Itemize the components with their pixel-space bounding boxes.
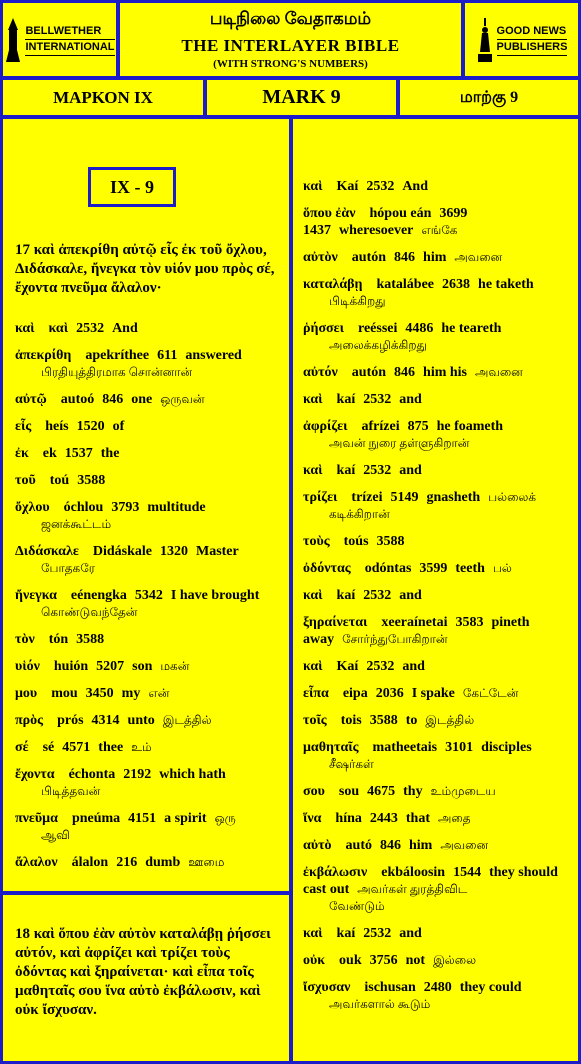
english-gloss: answered: [185, 348, 242, 363]
tamil-gloss-inline: மகன்: [160, 659, 190, 673]
tamil-gloss-inline: அதை: [438, 811, 471, 825]
book-english-title: MARK 9: [207, 80, 396, 115]
transliteration: kaí: [336, 463, 356, 478]
left-panel: [3, 119, 289, 891]
tamil-gloss-inline: ஊமை: [188, 855, 225, 869]
tamil-gloss-inline: உம்: [131, 740, 152, 754]
transliteration: ekbáloosin: [381, 865, 446, 880]
english-gloss: him his: [423, 365, 467, 380]
transliteration: apekríthee: [85, 348, 150, 363]
tamil-gloss-inline: பல்லைக்: [488, 490, 537, 504]
left-word-list: [15, 320, 281, 881]
strongs-number: 4675: [367, 784, 396, 799]
word-entry: [303, 418, 568, 452]
strongs-number: 846: [102, 392, 124, 407]
english-gloss: And: [402, 179, 428, 194]
transliteration: prós: [57, 713, 84, 728]
transliteration: pneúma: [71, 811, 121, 826]
greek-word: σου: [303, 784, 325, 799]
word-entry: [303, 783, 568, 800]
word-entry: [303, 364, 568, 381]
transliteration: tois: [340, 713, 362, 728]
greek-word: ἴσχυσαν: [303, 980, 351, 995]
strongs-number: 4486: [405, 321, 434, 336]
strongs-number: 4571: [62, 740, 91, 755]
greek-word: καὶ: [303, 926, 323, 941]
word-entry: [15, 445, 281, 462]
english-gloss: and: [402, 659, 425, 674]
tamil-gloss: வேண்டும்: [329, 899, 385, 913]
greek-word: τοὺς: [303, 534, 330, 549]
transliteration: toús: [343, 534, 369, 549]
strongs-number: 2480: [423, 980, 452, 995]
strongs-number: 5149: [390, 490, 419, 505]
strongs-number: 611: [157, 348, 178, 363]
transliteration: Kaí: [336, 179, 359, 194]
bell-tower-icon: [4, 18, 22, 62]
strongs-number: 1544: [453, 865, 482, 880]
transliteration: eénengka: [70, 588, 127, 603]
tamil-gloss-inline: அவனை: [454, 250, 503, 264]
greek-word: ἄλαλον: [15, 855, 58, 870]
english-gloss: Master: [195, 544, 239, 559]
tamil-gloss-inline: அவனை: [475, 365, 523, 379]
greek-word: καὶ: [303, 588, 323, 603]
transliteration: kaí: [336, 926, 356, 941]
page-subtitle: (WITH STRONG'S NUMBERS): [213, 58, 368, 70]
word-entry: [303, 864, 568, 915]
word-entry: [303, 658, 568, 675]
word-entry: [15, 854, 281, 871]
strongs-number: 5207: [96, 659, 125, 674]
strongs-number: 875: [407, 419, 429, 434]
english-gloss: teeth: [455, 561, 485, 576]
strongs-number: 3450: [85, 686, 114, 701]
word-entry: [303, 739, 568, 773]
word-entry: [303, 489, 568, 523]
strongs-number: 3599: [419, 561, 448, 576]
transliteration: ischusan: [364, 980, 416, 995]
english-gloss: and: [399, 588, 422, 603]
book-tamil-title: மாற்கு 9: [400, 80, 578, 115]
transliteration: kaí: [336, 588, 356, 603]
word-entry: [303, 560, 568, 577]
english-gloss: a spirit: [164, 811, 207, 826]
transliteration: hína: [335, 811, 362, 826]
english-gloss: the: [100, 446, 120, 461]
greek-word: ἀφρίζει: [303, 419, 348, 434]
transliteration: trízei: [351, 490, 383, 505]
greek-word: υἱόν: [15, 659, 40, 674]
transliteration: sé: [42, 740, 55, 755]
tamil-gloss-inline: பல்: [492, 561, 512, 575]
greek-word: καταλάβῃ: [303, 277, 363, 292]
greek-word: τοῦ: [15, 473, 36, 488]
verse-17-text: 17 καὶ ἀπεκρίθη αὐτῷ εἷς ἐκ τοῦ ὄχλου, Διδάσκαλε, ἤνεγκα τὸν υἱόν μου πρὸς σέ, ἔχοντα πνεῦμα ἄλαλον·: [15, 242, 275, 296]
english-gloss: wheresoever: [339, 223, 414, 238]
english-gloss: to: [405, 713, 418, 728]
tamil-gloss: போதகரே: [41, 561, 95, 575]
english-gloss: dumb: [145, 855, 181, 870]
transliteration: autón: [351, 365, 387, 380]
strongs-number: 1537: [64, 446, 93, 461]
greek-word: μου: [15, 686, 38, 701]
word-entry: [15, 810, 281, 844]
english-gloss: and: [399, 463, 422, 478]
word-entry: [303, 712, 568, 729]
transliteration: katalábee: [376, 277, 435, 292]
greek-word: αὐτὸν: [303, 250, 338, 265]
strongs-number: 3101: [445, 740, 474, 755]
greek-word: αὐτὸ: [303, 838, 332, 853]
greek-word: ὅπου ἐὰν: [303, 206, 356, 221]
tamil-gloss: ஜனக்கூட்டம்: [41, 517, 112, 531]
strongs-number: 1520: [76, 419, 105, 434]
verse-label: IX - 9: [88, 167, 176, 207]
transliteration: sou: [338, 784, 360, 799]
strongs-number: 3583: [455, 615, 484, 630]
word-entry: [15, 499, 281, 533]
transliteration: odóntas: [364, 561, 412, 576]
tamil-gloss: பிரதியுத்திரமாக சொன்னான்: [41, 365, 193, 379]
tamil-gloss-inline: ஒரு: [214, 811, 236, 825]
greek-word: ἤνεγκα: [15, 588, 57, 603]
strongs-number: 3588: [369, 713, 398, 728]
word-entry: [303, 587, 568, 604]
right-word-list: [303, 178, 568, 1023]
strongs-number: 4151: [128, 811, 157, 826]
tamil-gloss-inline: இடத்தில்: [425, 713, 475, 727]
word-entry: [303, 925, 568, 942]
tamil-gloss: அவன் நுரை தள்ளுகிறான்: [329, 436, 470, 450]
transliteration: álalon: [71, 855, 109, 870]
greek-word: εἷς: [15, 419, 32, 434]
strongs-number: 2532: [363, 588, 392, 603]
logo-line: GOOD NEWS: [497, 24, 568, 40]
tamil-gloss: கொண்டுவந்தேன்: [41, 605, 138, 619]
tamil-gloss: பிடிக்கிறது: [329, 294, 386, 308]
english-gloss: I spake: [411, 686, 455, 701]
english-gloss: thy: [403, 784, 423, 799]
greek-word: ἐκ: [15, 446, 29, 461]
tamil-gloss: பிடித்தவன்: [41, 784, 101, 798]
word-entry: [303, 685, 568, 702]
strongs-number: 5342: [134, 588, 163, 603]
title-tamil: படிநிலை வேதாகமம்: [209, 9, 372, 28]
english-gloss: he foameth: [436, 419, 504, 434]
strongs-number: 2532: [366, 659, 395, 674]
tamil-gloss: ஆவி: [41, 828, 70, 842]
english-gloss: disciples: [481, 740, 532, 755]
word-entry: [303, 391, 568, 408]
english-gloss: I have brought: [170, 588, 260, 603]
verse-18-panel: [3, 895, 289, 1061]
transliteration: tón: [48, 632, 69, 647]
transliteration: xeeraínetai: [381, 615, 448, 630]
transliteration: heís: [45, 419, 69, 434]
strongs-number: 2192: [123, 767, 152, 782]
greek-word: εἶπα: [303, 686, 329, 701]
english-gloss: and: [399, 926, 422, 941]
verse-18-text: 18 καὶ ὅπου ἐὰν αὐτὸν καταλάβῃ ῥήσσει αὐτόν, καὶ ἀφρίζει καὶ τρίζει τοὺς ὀδόντας καὶ ξηραίνεται· καὶ εἶπα τοῖς μαθηταῖς σου ἵνα αὐτὸ ἐκβάλωσιν, καὶ οὐκ ἴσχυσαν.: [15, 926, 271, 1018]
tamil-gloss: சீஷர்கள்: [329, 757, 374, 771]
english-gloss: and: [399, 392, 422, 407]
transliteration: autón: [351, 250, 387, 265]
english-gloss: pineth away: [303, 615, 530, 647]
word-entry: [15, 685, 281, 702]
greek-word: τρίζει: [303, 490, 338, 505]
english-gloss: that: [405, 811, 431, 826]
tamil-gloss-inline: அவர்கள் துரத்திவிட: [357, 882, 468, 896]
strongs-number: 2532: [363, 463, 392, 478]
transliteration: afrízei: [361, 419, 400, 434]
greek-word: ῥήσσει: [303, 321, 344, 336]
strongs-number: 3756: [369, 953, 398, 968]
word-entry: [303, 320, 568, 354]
strongs-number: 2532: [363, 392, 392, 407]
transliteration: hópou eán: [369, 206, 432, 221]
strongs-number: 1320: [159, 544, 188, 559]
right-panel: [293, 119, 578, 1061]
strongs-number: 3793: [111, 500, 140, 515]
english-gloss: which hath: [159, 767, 226, 782]
word-entry: [303, 205, 568, 239]
transliteration: καὶ: [48, 321, 69, 336]
english-gloss: thee: [98, 740, 124, 755]
statue-icon: [476, 18, 494, 62]
greek-word: ἔχοντα: [15, 767, 55, 782]
word-entry: [15, 766, 281, 800]
english-gloss: he teareth: [441, 321, 502, 336]
greek-word: ἀπεκρίθη: [15, 348, 72, 363]
strongs-number: 2443: [369, 811, 398, 826]
tamil-gloss: அலைக்கழிக்கிறது: [329, 338, 427, 352]
strongs-number: 4314: [91, 713, 120, 728]
word-entry: [15, 587, 281, 621]
word-entry: [15, 320, 281, 337]
transliteration: eipa: [342, 686, 368, 701]
transliteration: óchlou: [63, 500, 104, 515]
greek-word: καὶ: [303, 179, 323, 194]
logo-line: PUBLISHERS: [497, 40, 568, 56]
strongs-number: 3699 1437: [303, 206, 468, 238]
word-entry: [15, 418, 281, 435]
title-block: [120, 3, 461, 76]
english-gloss: son: [132, 659, 153, 674]
transliteration: toú: [49, 473, 70, 488]
strongs-number: 216: [116, 855, 138, 870]
strongs-number: 3588: [77, 473, 106, 488]
english-gloss: they should cast out: [303, 865, 558, 897]
tamil-gloss-inline: சோர்ந்துபோகிறான்: [342, 632, 448, 646]
strongs-number: 2532: [366, 179, 395, 194]
english-gloss: not: [405, 953, 426, 968]
strongs-number: 846: [394, 365, 416, 380]
greek-word: τὸν: [15, 632, 35, 647]
greek-word: καὶ: [303, 659, 323, 674]
greek-word: ξηραίνεται: [303, 615, 368, 630]
word-entry: [15, 347, 281, 381]
greek-word: μαθηταῖς: [303, 740, 359, 755]
transliteration: autoó: [60, 392, 95, 407]
greek-word: καὶ: [15, 321, 35, 336]
english-gloss: of: [112, 419, 125, 434]
english-gloss: my: [121, 686, 141, 701]
transliteration: autó: [345, 838, 372, 853]
tamil-gloss-inline: உம்முடைய: [430, 784, 496, 798]
greek-word: Διδάσκαλε: [15, 544, 79, 559]
word-entry: [303, 249, 568, 266]
greek-word: σέ: [15, 740, 29, 755]
strongs-number: 846: [380, 838, 401, 853]
english-gloss: one: [131, 392, 153, 407]
greek-word: πνεῦμα: [15, 811, 58, 826]
strongs-number: 2532: [363, 926, 392, 941]
word-entry: [303, 810, 568, 827]
greek-word: τοῖς: [303, 713, 327, 728]
english-gloss: him: [423, 250, 447, 265]
transliteration: huión: [53, 659, 89, 674]
greek-word: οὐκ: [303, 953, 326, 968]
word-entry: [303, 614, 568, 648]
english-gloss: And: [112, 321, 138, 336]
word-entry: [303, 952, 568, 969]
tamil-gloss-inline: இல்லை: [433, 953, 477, 967]
strongs-number: 2036: [375, 686, 404, 701]
word-entry: [303, 533, 568, 550]
word-entry: [303, 837, 568, 854]
greek-word: καὶ: [303, 392, 323, 407]
english-gloss: he taketh: [478, 277, 534, 292]
transliteration: ouk: [339, 953, 362, 968]
transliteration: Kaí: [336, 659, 359, 674]
english-gloss: they could: [459, 980, 522, 995]
transliteration: échonta: [68, 767, 116, 782]
tamil-gloss-inline: கேட்டேன்: [462, 686, 519, 700]
strongs-number: 2532: [76, 321, 105, 336]
page-title: THE INTERLAYER BIBLE: [181, 36, 400, 55]
tamil-gloss: அவர்களால் கூடும்: [329, 997, 431, 1011]
greek-word: πρὸς: [15, 713, 44, 728]
greek-word: αὐτόν: [303, 365, 338, 380]
tamil-gloss-inline: இடத்தில்: [162, 713, 212, 727]
strongs-number: 3588: [376, 534, 405, 549]
transliteration: matheetais: [372, 740, 438, 755]
tamil-gloss-inline: ஒருவன்: [160, 392, 205, 406]
greek-word: ὀδόντας: [303, 561, 351, 576]
english-gloss: unto: [127, 713, 155, 728]
word-entry: [15, 631, 281, 648]
word-entry: [303, 178, 568, 195]
english-gloss: multitude: [147, 500, 206, 515]
strongs-number: 2638: [442, 277, 471, 292]
greek-word: ἵνα: [303, 811, 322, 826]
word-entry: [15, 472, 281, 489]
logo-line: BELLWETHER: [25, 24, 114, 40]
logo-line: INTERNATIONAL: [25, 40, 114, 56]
word-entry: [15, 658, 281, 675]
word-entry: [303, 276, 568, 310]
tamil-gloss-inline: அவனை: [440, 838, 489, 852]
greek-word: ἐκβάλωσιν: [303, 865, 368, 880]
word-entry: [15, 391, 281, 408]
word-entry: [15, 739, 281, 756]
tamil-gloss-inline: என்: [148, 686, 170, 700]
word-entry: [15, 543, 281, 577]
book-greek-title: ΜΑΡΚΟΝ IX: [3, 80, 203, 115]
greek-word: ὄχλου: [15, 500, 50, 515]
word-entry: [15, 712, 281, 729]
strongs-number: 3588: [76, 632, 105, 647]
good-news-logo: [465, 3, 578, 76]
transliteration: kaí: [336, 392, 356, 407]
transliteration: reéssei: [358, 321, 398, 336]
strongs-number: 846: [394, 250, 416, 265]
english-gloss: him: [409, 838, 433, 853]
transliteration: Didáskale: [92, 544, 152, 559]
tamil-gloss-inline: எங்கே: [421, 223, 458, 237]
greek-word: καὶ: [303, 463, 323, 478]
word-entry: [303, 462, 568, 479]
bellwether-logo: [3, 3, 116, 76]
english-gloss: gnasheth: [426, 490, 481, 505]
word-entry: [303, 979, 568, 1013]
transliteration: mou: [51, 686, 78, 701]
greek-word: αὐτῷ: [15, 392, 47, 407]
transliteration: ek: [42, 446, 57, 461]
tamil-gloss: கடிக்கிறான்: [329, 507, 390, 521]
